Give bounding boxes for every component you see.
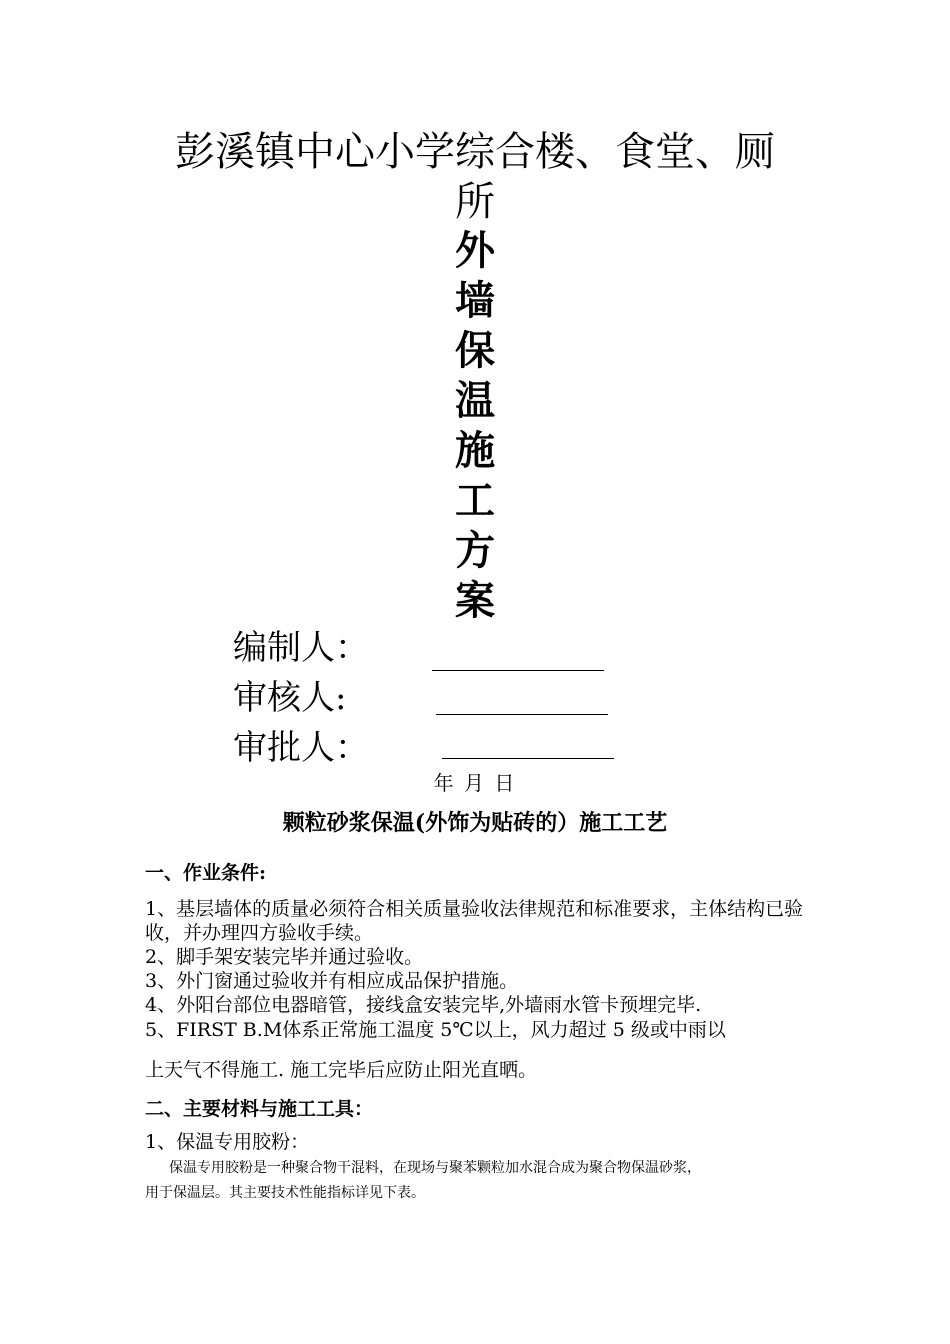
- section-title: 颗粒砂浆保温(外饰为贴砖的）施工工艺: [282, 810, 668, 836]
- date-line: 年 月 日: [433, 771, 517, 795]
- vertical-title-char: 保: [455, 327, 495, 374]
- reviewer-signature-line: [436, 714, 608, 715]
- approver-signature-line: [442, 758, 614, 759]
- part1-item: 5、FIRST B.M体系正常施工温度 5℃以上，风力超过 5 级或中雨以: [145, 1019, 726, 1041]
- vertical-title-char: 外: [455, 227, 495, 274]
- compiler-label: 编制人：: [233, 628, 369, 668]
- vertical-title-char: 方: [455, 527, 495, 574]
- cover-title-line2: 所: [455, 179, 495, 225]
- part1-heading: 一、作业条件:: [145, 862, 267, 884]
- part1-item: 4、外阳台部位电器暗管，接线盒安装完毕,外墙雨水管卡预埋完毕.: [145, 994, 702, 1016]
- part2-item-desc: 保温专用胶粉是一种聚合物干混料，在现场与聚苯颗粒加水混合成为聚合物保温砂浆，: [169, 1160, 701, 1176]
- cover-title-line1: 彭溪镇中心小学综合楼、食堂、厕: [175, 129, 775, 175]
- vertical-title-char: 墙: [455, 277, 495, 324]
- part1-item: 1、基层墙体的质量必须符合相关质量验收法律规范和标准要求，主体结构已验收，并办理四方验收手续。: [145, 898, 804, 944]
- part1-item: 上天气不得施工. 施工完毕后应防止阳光直晒。: [145, 1059, 538, 1081]
- approver-label: 审批人：: [233, 728, 369, 768]
- part2-item-desc: 用于保温层。其主要技术性能指标详见下表。: [145, 1185, 425, 1201]
- part2-heading: 二、主要材料与施工工具：: [145, 1098, 374, 1120]
- reviewer-label: 审核人:: [233, 678, 347, 718]
- vertical-title-char: 工: [455, 477, 495, 524]
- compiler-signature-line: [432, 670, 604, 671]
- part1-item: 2、脚手架安装完毕并通过验收。: [145, 946, 424, 968]
- vertical-title-char: 案: [455, 577, 495, 624]
- vertical-title-char: 温: [455, 377, 495, 424]
- part2-item-title: 1、保温专用胶粉：: [145, 1131, 310, 1153]
- part1-item: 3、外门窗通过验收并有相应成品保护措施。: [145, 970, 519, 992]
- vertical-title-char: 施: [455, 427, 495, 474]
